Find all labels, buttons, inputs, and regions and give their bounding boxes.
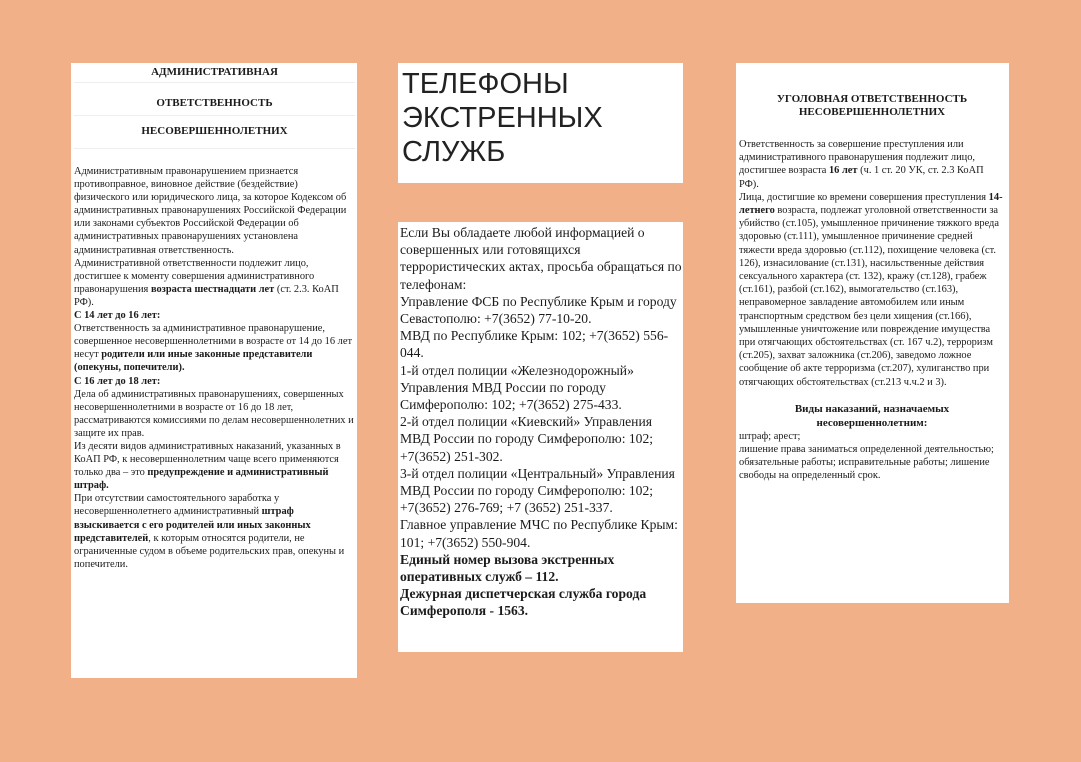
phones-police-3: 3-й отдел полиции «Центральный» Управления МВД России по городу Симферополю: 102; +7(3652) 276-769; +7 (3652) 251-337. xyxy=(400,465,675,516)
admin-age-bold: возраста шестнадцати лет xyxy=(150,283,275,295)
criminal-heading: УГОЛОВНАЯ ОТВЕТСТВЕННОСТЬ НЕСОВЕРШЕННОЛЕТНИХ xyxy=(776,93,968,118)
admin-age-paragraph xyxy=(74,257,355,309)
admin-liability-panel xyxy=(71,63,357,678)
admin-14-16-paragraph xyxy=(74,322,355,374)
criminal-14-text: Лица, достигшие ко времени совершения преступления xyxy=(739,191,989,203)
phones-police-1: 1-й отдел полиции «Железнодорожный» Управления МВД России по городу Симферополю: 102; +7(3652) 275-433. xyxy=(400,362,634,413)
title-line-1: ТЕЛЕФОНЫ xyxy=(402,68,569,100)
admin-penalties-text: Из десяти видов административных наказаний, указанных в КоАП РФ, к несовершеннолетним чаще всего применяются только два – это xyxy=(74,440,341,479)
admin-fine-paragraph xyxy=(74,492,355,571)
punishment-fine-arrest: штраф; арест; xyxy=(739,430,801,442)
admin-16-18-paragraph: Дела об административных правонарушениях, совершенных несовершеннолетними в возрасте от 16 до 18 лет, рассматриваются комиссиями по делам несовершеннолетних и защите их прав. xyxy=(74,388,354,439)
subhead-14-16-text: С 14 лет до 16 лет: xyxy=(74,310,161,322)
punishments-heading: Виды наказаний, назначаемых несовершеннолетним: xyxy=(794,402,950,429)
admin-14-16-text: Ответственность за административное правонарушение, совершенное несовершеннолетними в возрасте от 14 до 16 лет несут xyxy=(74,323,353,361)
title-line-2: ЭКСТРЕННЫХ xyxy=(402,102,603,134)
emergency-title-panel xyxy=(398,63,683,183)
admin-definition: Административным правонарушением признается противоправное, виновное действие (бездействие) физического или юридического лица, за которое Кодексом об административных правонарушениях Российской Федерации или законами субъектов Российской Федерации об административных правонарушениях установлена административная ответственность. xyxy=(74,166,347,256)
emergency-phones-panel xyxy=(398,222,683,652)
admin-body xyxy=(74,165,355,571)
admin-heading-line-2: ОТВЕТСТВЕННОСТЬ xyxy=(74,83,355,116)
admin-penalties-paragraph xyxy=(74,440,355,492)
criminal-age-paragraph xyxy=(739,138,1005,191)
phones-fsb: Управление ФСБ по Республике Крым и городу Севастополю: +7(3652) 77-10-20. xyxy=(400,293,677,327)
admin-heading-line-1: АДМИНИСТРАТИВНАЯ xyxy=(74,65,355,83)
criminal-liability-panel xyxy=(736,63,1009,603)
subhead-16-18-text: С 16 лет до 18 лет: xyxy=(74,375,161,387)
admin-age-ref: (ст. 2.3. КоАП РФ). xyxy=(74,283,339,308)
criminal-14-list: возраста, подлежат уголовной ответственности за убийство (ст.105), умышленное причинение тяжкого вреда здоровью (ст.111), умышленное причинение средней тяжести вреда здоровью (ст.112), похищение человека (ст. 126), изнасилование (ст.131), насильственные действия сексуального характера (ст. 132), кражу (ст.128), грабеж (ст.161), разбой (ст.162), вымогательство (ст.163), неправомерное завладение автомобилем или иным транспортным средством без цели хищения (ст.166), умышленные уничтожение или повреждение имущества при отягчающих обстоятельствах (ст. 167 ч.2), терроризм (ст.205), захват заложника (ст.206), заведомо ложное сообщение об акте терроризма (ст.207), хулиганство при отягчающих обстоятельствах (ст.213 ч.ч.2 и 3). xyxy=(739,205,999,388)
criminal-14-paragraph xyxy=(739,191,1005,389)
admin-subhead-16-18 xyxy=(74,375,355,388)
admin-fine-text: При отсутствии самостоятельного заработка у несовершеннолетнего административный xyxy=(74,493,280,518)
punishment-deprivation: лишение права заниматься определенной деятельностью; xyxy=(739,444,994,456)
phones-mvd: МВД по Республике Крым: 102; +7(3652) 556-044. xyxy=(400,328,669,361)
phones-dispatch: Дежурная диспетчерская служба города Симферополя - 1563. xyxy=(400,586,647,619)
admin-subhead-14-16 xyxy=(74,309,355,322)
criminal-14-bold: 14-летнего xyxy=(739,191,1003,217)
criminal-age-bold: 16 лет xyxy=(828,165,858,177)
phones-intro: Если Вы обладаете любой информацией о совершенных или готовящихся террористических актах, просьба обращаться по телефонам: xyxy=(400,225,682,292)
phones-mchs: Главное управление МЧС по Республике Крым: 101; +7(3652) 550-904. xyxy=(400,517,678,550)
criminal-age-ref: (ч. 1 ст. 20 УК, ст. 2.3 КоАП РФ). xyxy=(739,165,984,190)
criminal-age-text: Ответственность за совершение преступления или административного правонарушения подлежит лицо, достигшее возраста xyxy=(739,139,975,177)
admin-14-16-bold: родители или иные законные представители (опекуны, попечители). xyxy=(74,349,313,374)
phones-police-2: 2-й отдел полиции «Киевский» Управления МВД России по городу Симферополю: 102; +7(3652) 251-302. xyxy=(400,414,654,464)
phones-112: Единый номер вызова экстренных оперативных служб – 112. xyxy=(400,551,615,585)
admin-fine-bold: штраф взыскивается с его родителей или иных законных представителей xyxy=(74,506,311,544)
punishment-works: обязательные работы; исправительные работы; лишение свободы на определенный срок. xyxy=(739,457,990,482)
admin-age-text: Административной ответственности подлежит лицо, достигшее к моменту совершения административного правонарушения xyxy=(74,257,315,295)
admin-heading-line-3: НЕСОВЕРШЕННОЛЕТНИХ xyxy=(74,116,355,149)
admin-penalties-bold: предупреждение и административный штраф. xyxy=(74,467,329,492)
title-line-3: СЛУЖБ xyxy=(402,136,506,168)
admin-fine-rest: , к которым относятся родители, не ограниченные судом в объеме родительских прав, опекуны и попечители. xyxy=(74,532,345,570)
